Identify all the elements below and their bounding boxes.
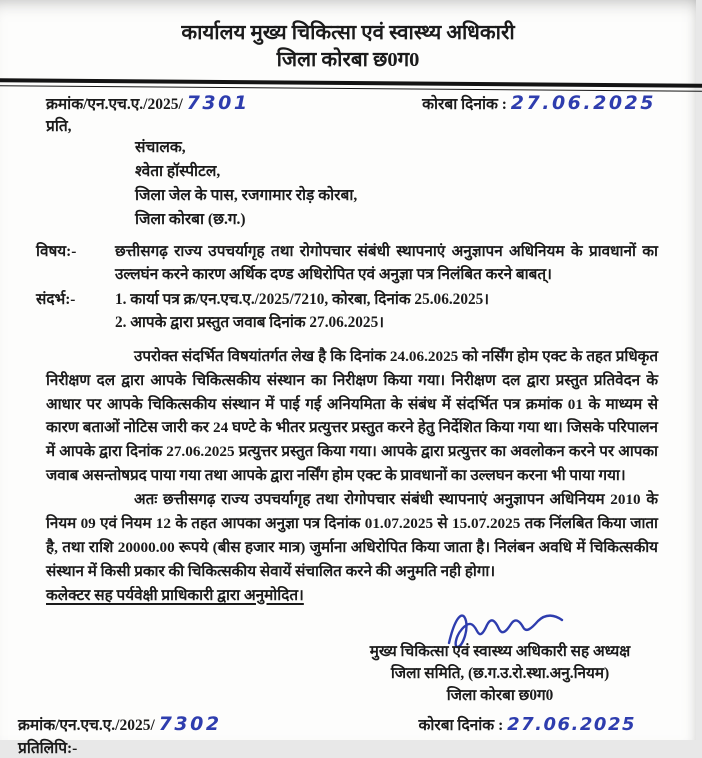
to-label: प्रति, xyxy=(46,118,72,136)
subject-label: विषय:- xyxy=(36,243,77,261)
subject-row xyxy=(0,232,696,287)
body-paragraph-2: अतः छत्तीसगढ़ राज्य उपचर्यागृह तथा रोगोपचार संबंधी स्थापनाएं अनुज्ञापन अधिनियम 2010 के नियम 09 एवं नियम 12 के तहत आपका अनुज्ञा पत्र दिनांक 01.07.2025 से 15.07.2025 तक निंलबित किया जाता है, तथा राशि 20000.00 रूपये (बीस हजार मात्र) जुर्माना अधिरोपित किया जाता है। निलंबन अवधि में चिकित्सकीय संस्थान में किसी प्रकार की चिकित्सकीय सेवायें संचालित करने की अनुमति नही होगा। xyxy=(46,491,658,580)
letter-date-label: कोरबा दिनांक : xyxy=(422,96,507,114)
reference-row xyxy=(0,287,696,335)
approval-line: कलेक्टर सह पर्यवेक्षी प्राधिकारी द्वारा अनुमोदित। xyxy=(46,586,304,604)
address-line: जिला जेल के पास, रजगामार रोड़ कोरबा, xyxy=(135,187,358,205)
subject-text: छत्तीसगढ़ राज्य उपचर्यागृह तथा रोगोपचार संबंधी स्थापनाएं अनुज्ञापन अधिनियम के प्रावधानों का उल्लघंन करने कारण अर्थिक दण्ड अधिरोपित एवं अनुज्ञा पत्र निलंबित करने बाबत्। xyxy=(115,243,658,284)
bottom-letter-date-handwritten: 27.06.2025 xyxy=(507,714,636,736)
letter-number-handwritten: 7301 xyxy=(186,92,250,115)
signature-block xyxy=(325,607,675,708)
letterhead xyxy=(0,0,696,74)
letter-number xyxy=(46,92,250,114)
signatory-designation: मुख्य चिकित्सा एवं स्वास्थ्य अधिकारी सह अध्यक्ष xyxy=(369,642,631,660)
reference-list xyxy=(115,289,489,335)
office-title: कार्यालय मुख्य चिकित्सा एवं स्वास्थ्य अधिकारी xyxy=(181,22,515,44)
bottom-letter-date-label: कोरबा दिनांक : xyxy=(418,717,504,735)
signatory-committee: जिला समिति, (छ.ग.उ.रो.स्था.अनु.नियम) xyxy=(390,664,610,682)
district-title: जिला कोरबा छ0ग0 xyxy=(276,49,420,72)
reference-item: 1. कार्या पत्र क्र/एन.एच.ए./2025/7210, कोरबा, दिनांक 25.06.2025। xyxy=(115,291,490,309)
signatory-district: जिला कोरबा छ0ग0 xyxy=(446,686,554,704)
body-paragraph-1: उपरोक्त संदर्भित विषयांतर्गत लेख है कि दिनांक 24.06.2025 को नर्सिंग होम एक्ट के तहत प्रधिकृत निरीक्षण दल द्वारा आपके चिकित्सकीय संस्थान का निरीक्षण किया गया। निरीक्षण दल द्वारा प्रस्तुत प्रतिवेदन के आधार पर आपके चिकित्सकीय संस्थान में पाई गई अनियमिता के संबंध में संदर्भित पत्र क्रमांक 01 के माध्यम से कारण बताओं नोटिस जारी कर 24 घण्टे के भीतर प्रत्युत्तर प्रस्तुत करने हेतु निर्देशित किया गया था। जिसके परिपालन में आपके द्वारा दिनांक 27.06.2025 प्रत्युत्तर प्रस्तुत किया गया। आपके द्वारा प्रत्युत्तर का अवलोकन करने पर आपका जवाब असन्तोषप्रद पाया गया तथा आपके द्वारा नर्सिंग होम एक्ट के प्रावधानों का उल्लघन करना भी पाया गया। xyxy=(46,347,658,485)
bottom-letter-number-label: क्रमांक/एन.एच.ए./2025/ xyxy=(18,717,155,735)
bottom-letter-date xyxy=(418,713,636,735)
address-line: श्वेता हॉस्पीटल, xyxy=(135,163,221,181)
bottom-letter-number-handwritten: 7302 xyxy=(158,713,222,736)
bottom-letter-number xyxy=(18,713,222,735)
reference-label: संदर्भ:- xyxy=(36,291,76,309)
recipient-address xyxy=(0,136,696,232)
letter-date xyxy=(422,92,656,114)
reference-item: 2. आपके द्वारा प्रस्तुत जवाब दिनांक 27.06.2025। xyxy=(115,313,385,331)
address-line: संचालक, xyxy=(135,139,186,157)
bottom-reference-row xyxy=(0,707,696,735)
letter-date-handwritten: 27.06.2025 xyxy=(510,92,656,115)
letter-number-label: क्रमांक/एन.एच.ए./2025/ xyxy=(46,96,183,114)
copy-to-label: प्रतिलिपि:- xyxy=(18,740,78,758)
reference-number-row xyxy=(0,89,696,114)
address-line: जिला कोरबा (छ.ग.) xyxy=(135,211,246,229)
